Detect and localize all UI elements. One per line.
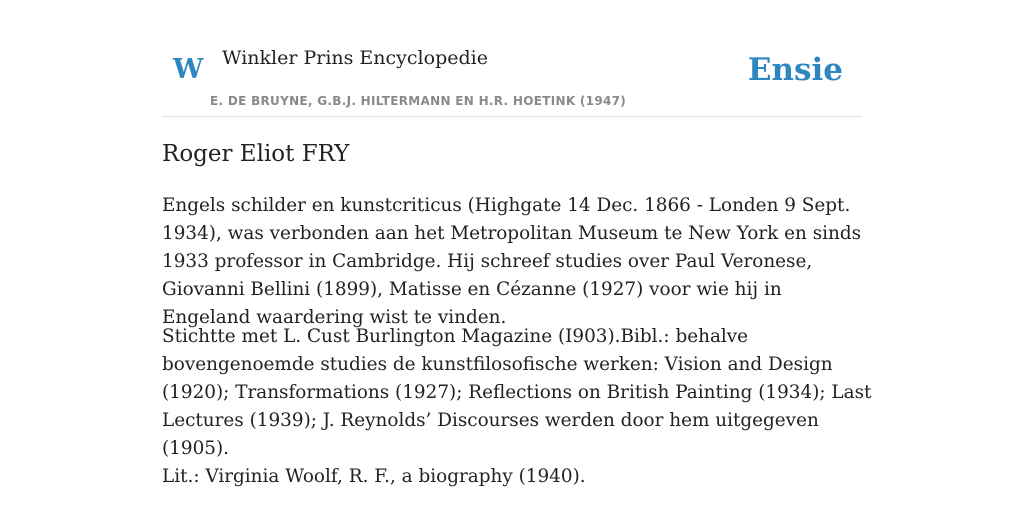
source-authors: E. DE BRUYNE, G.B.J. HILTERMANN EN H.R. HOETINK (1947) [210,94,627,108]
article-title: Roger Eliot FRY [162,141,350,167]
article-paragraph-2: Stichtte met L. Cust Burlington Magazine (I903).Bibl.: behalve bovengenoemde studies de kunstfilosofische werken: Vision and Design (1920); Transformations (1927); Reflections on British Painting (1934); Last Lectures (1939); J. Reynolds’ Discourses werden door hem uitgegeven (1905). [162,326,872,459]
article-paragraph-1: Engels schilder en kunstcriticus (Highgate 14 Dec. 1866 - Londen 9 Sept. 1934), was verbonden aan het Metropolitan Museum te New York en sinds 1933 professor in Cambridge. Hij schreef studies over Paul Veronese, Giovanni Bellini (1899), Matisse en Cézanne (1927) voor wie hij in Engeland waardering wist te vinden. [162,195,862,328]
source-title-link[interactable]: Winkler Prins Encyclopedie [222,47,488,69]
ensie-logo-link[interactable]: Ensie [747,52,843,88]
source-header [162,0,862,117]
article-page [162,0,872,487]
article-literature: Lit.: Virginia Woolf, R. F., a biography (1940). [162,466,586,487]
source-logo-icon: W [173,54,204,85]
